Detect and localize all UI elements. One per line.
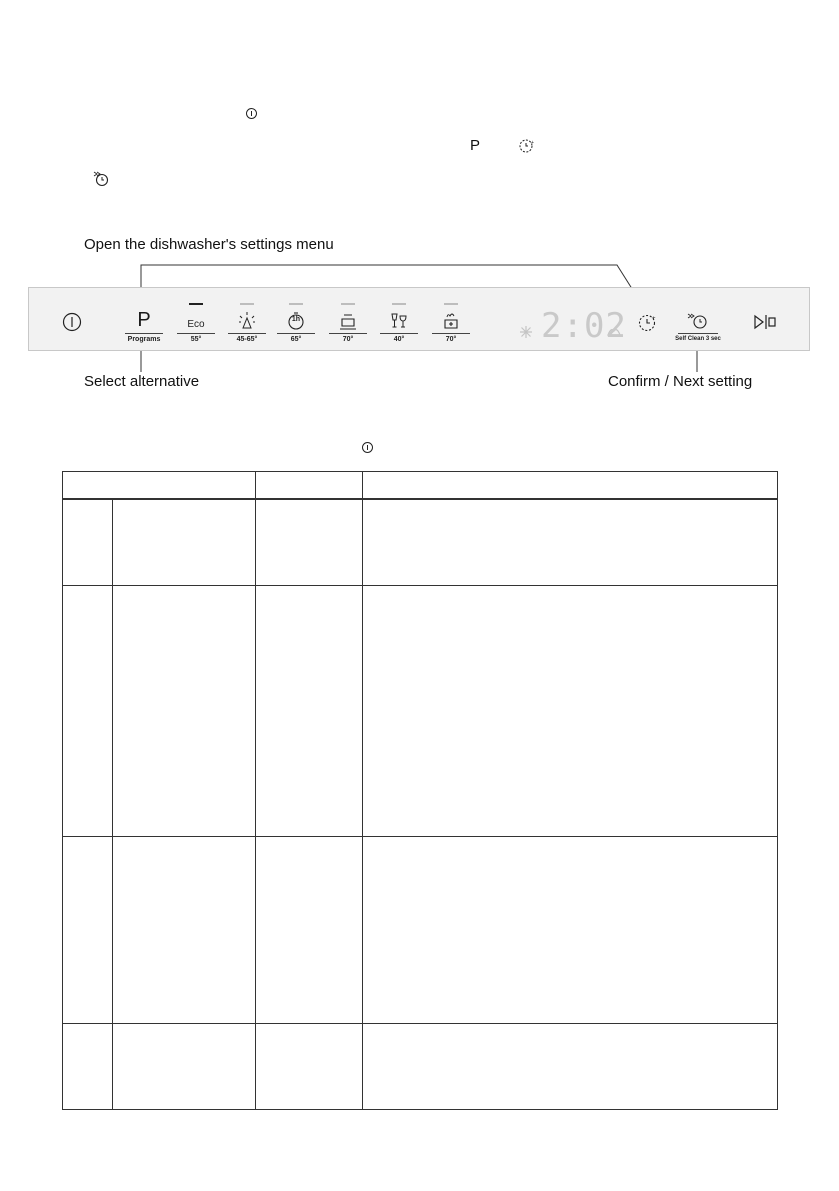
delay-start-button[interactable] [637, 313, 659, 333]
table-cell [363, 1023, 778, 1109]
table-cell [256, 836, 363, 1023]
self-clean-caption: Self Clean 3 sec [675, 336, 721, 342]
table-cell [63, 499, 113, 585]
confirm-next-label: Confirm / Next setting [608, 373, 753, 390]
table-cell [63, 1023, 113, 1109]
program-key-symbol: P [470, 137, 481, 154]
self-clean-button[interactable] [674, 288, 722, 352]
self-clean-button-icon [686, 311, 710, 331]
sparkle-glass-icon [237, 311, 257, 331]
table-cell [363, 499, 778, 585]
glasses-icon [389, 311, 409, 331]
program-eco[interactable] [177, 288, 215, 352]
settings-menu-label: Open the dishwasher's settings menu [84, 236, 334, 253]
table-cell [113, 1023, 256, 1109]
eco-label: Eco [187, 319, 205, 330]
program-hygiene[interactable] [432, 288, 470, 352]
program-intensive[interactable] [329, 288, 367, 352]
table-cell [113, 836, 256, 1023]
settings-table [62, 471, 778, 1110]
svg-text:+: + [652, 316, 656, 322]
table-cell [363, 836, 778, 1023]
one-hour-label: 1h [291, 316, 301, 323]
table-cell [63, 836, 113, 1023]
table-cell [363, 585, 778, 836]
header-cell [363, 472, 778, 500]
hygiene-pot-icon [441, 311, 461, 331]
pot-icon [338, 311, 358, 331]
select-alternative-label: Select alternative [84, 373, 200, 390]
program-quick-plus[interactable] [228, 288, 266, 352]
power-button[interactable] [62, 312, 82, 332]
program-temp: 40° [393, 336, 405, 343]
start-pause-button[interactable] [753, 314, 777, 330]
program-temp: 70° [342, 336, 354, 343]
svg-text:+: + [531, 140, 534, 146]
table-row [63, 836, 778, 1023]
program-one-hour[interactable] [277, 288, 315, 352]
table-cell [256, 585, 363, 836]
program-temp: 45-65° [236, 336, 258, 343]
table-header-row [63, 472, 778, 500]
header-cell [256, 472, 363, 500]
header-cell [63, 472, 256, 500]
table-row [63, 499, 778, 585]
table-row [63, 1023, 778, 1109]
info-icon [362, 442, 373, 453]
program-key-label: P [137, 309, 151, 331]
program-temp: 55° [190, 336, 202, 343]
program-glass[interactable] [380, 288, 418, 352]
table-cell [113, 585, 256, 836]
table-cell [63, 585, 113, 836]
rinse-aid-indicator-icon [519, 325, 533, 339]
control-panel [28, 287, 810, 351]
programs-button[interactable] [125, 288, 163, 352]
program-temp: 65° [290, 336, 302, 343]
program-temp: 70° [445, 336, 457, 343]
programs-caption: Programs [127, 336, 161, 343]
table-cell [256, 1023, 363, 1109]
table-cell [256, 499, 363, 585]
table-row [63, 585, 778, 836]
time-display: 2:02 [541, 306, 627, 346]
table-cell [113, 499, 256, 585]
